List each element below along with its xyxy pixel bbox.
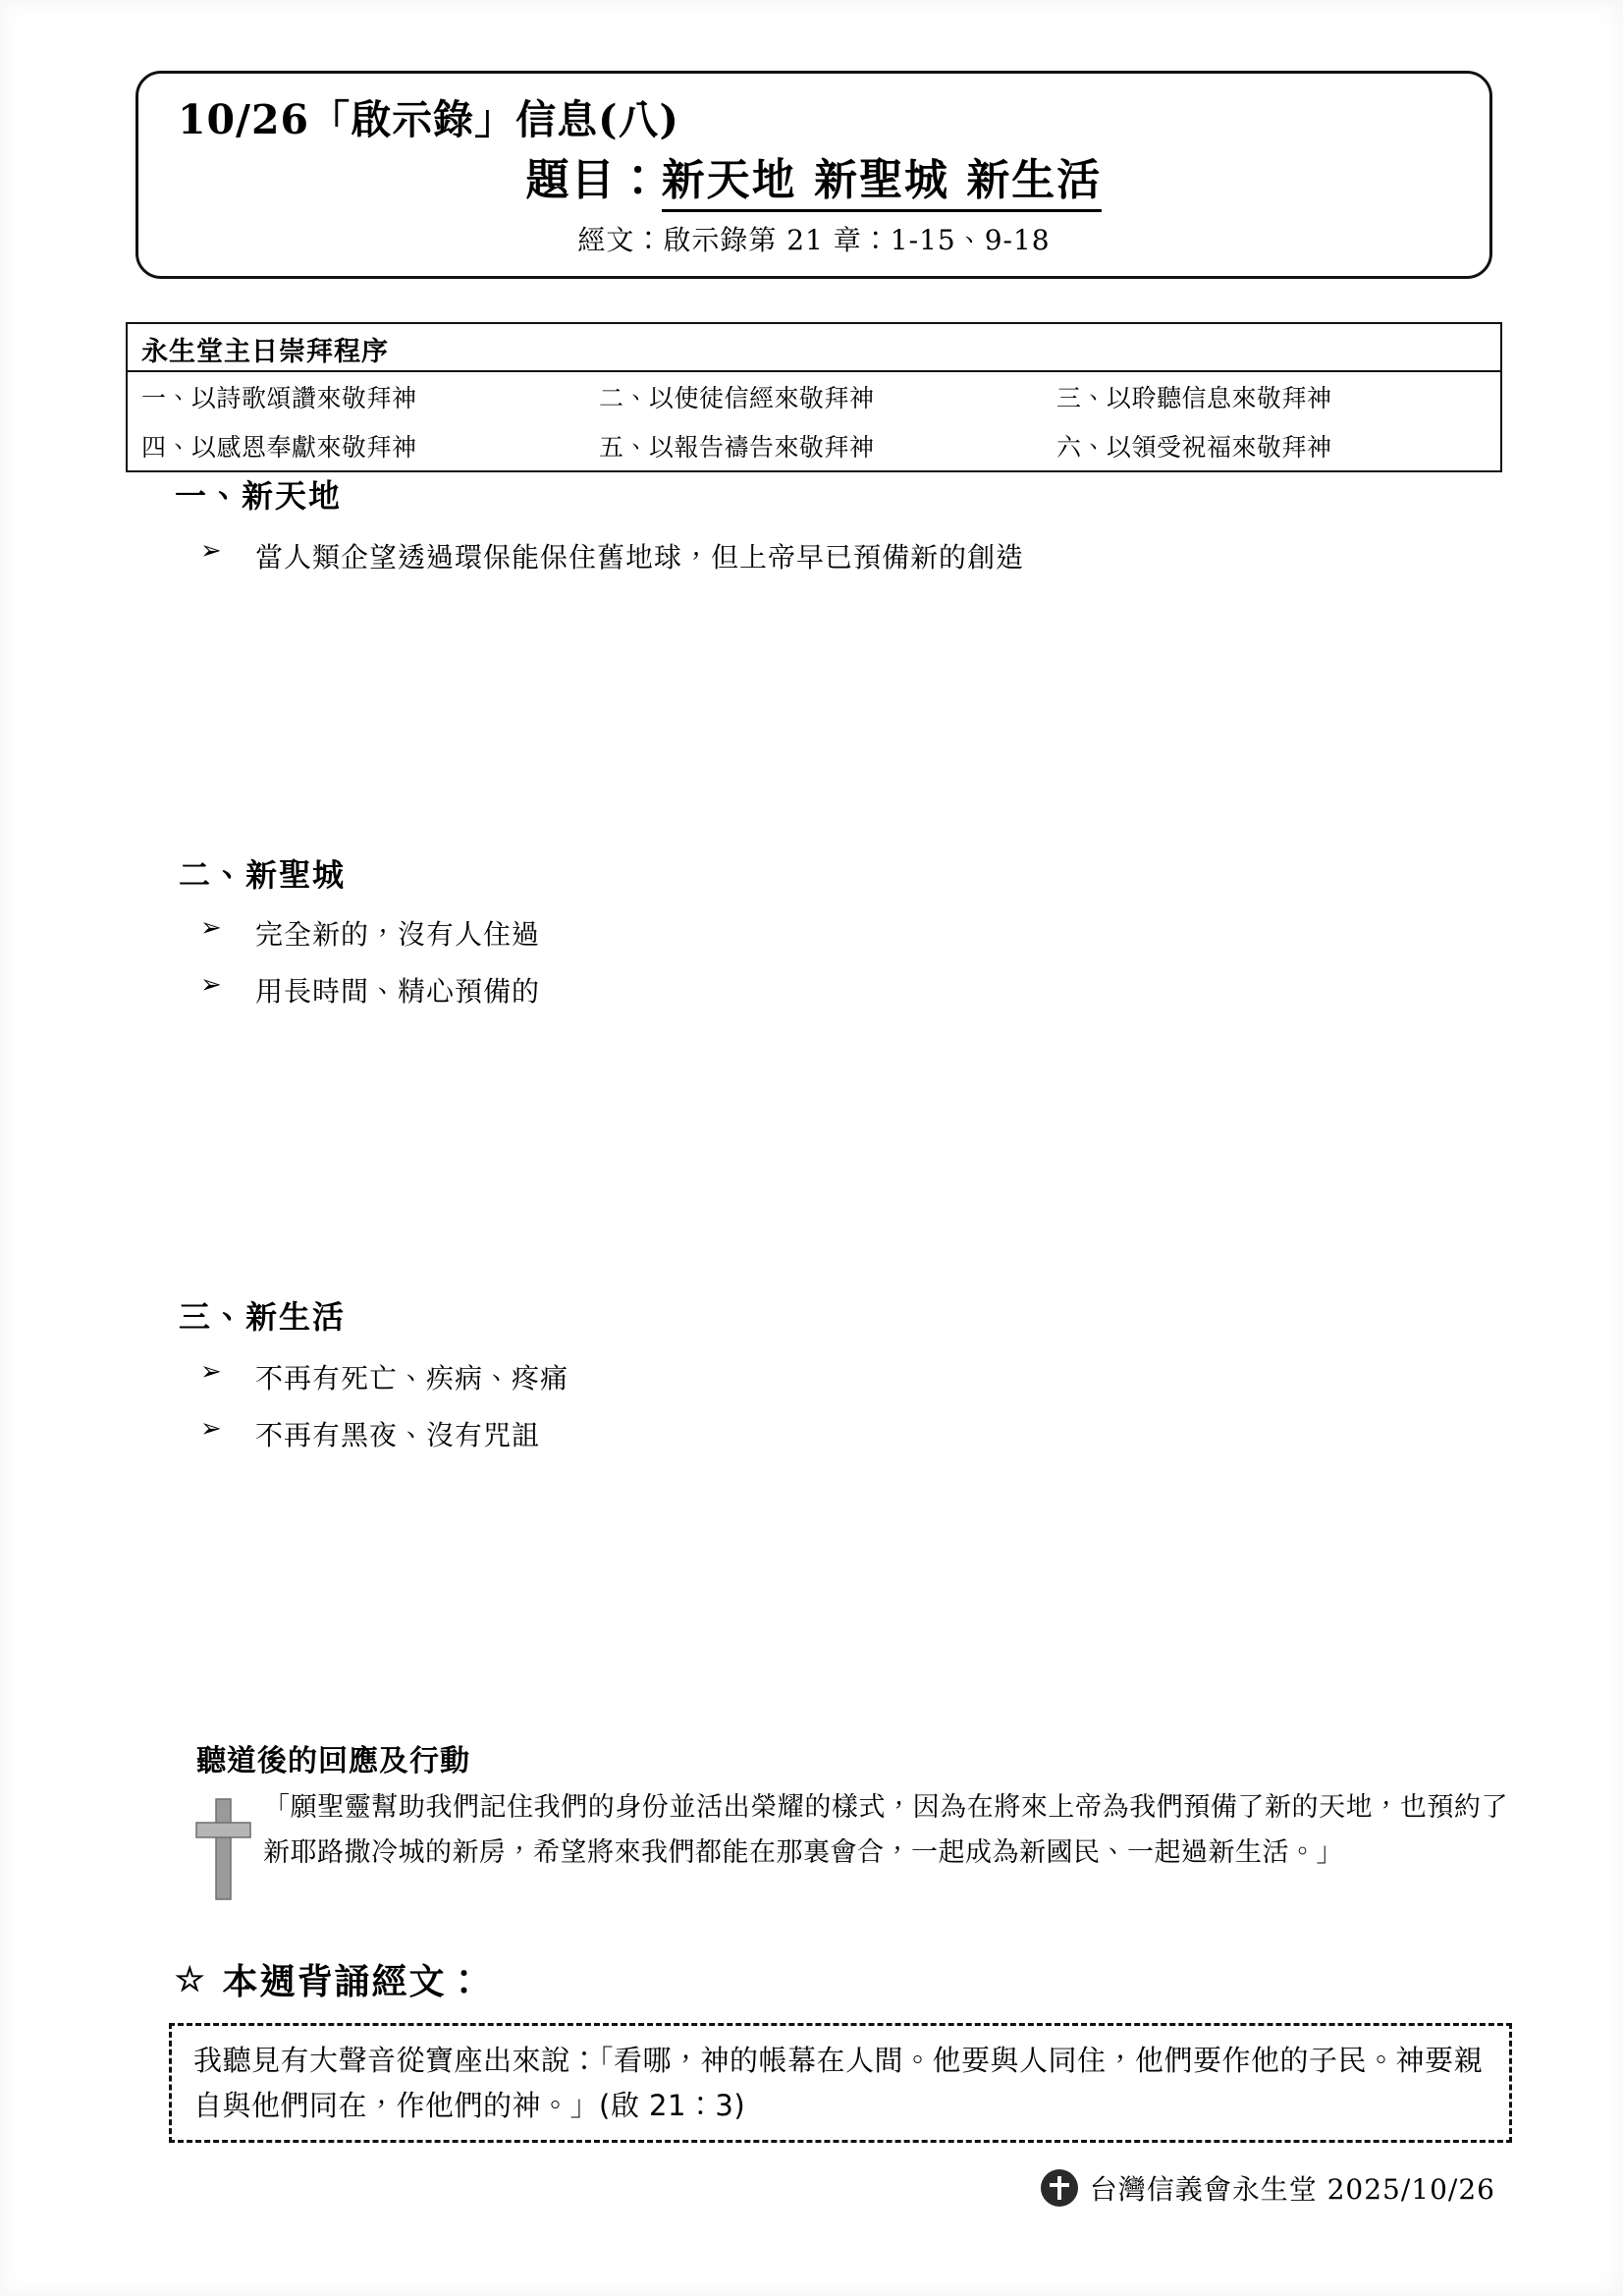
section-1-bullet <box>200 536 1024 575</box>
arrow-bullet-icon: ➢ <box>200 970 223 1000</box>
arrow-bullet-icon: ➢ <box>200 1414 223 1444</box>
section-3-bullet-text: 不再有死亡、疾病、疼痛 <box>255 1362 569 1394</box>
order-of-worship-grid <box>128 372 1500 470</box>
memory-verse-title: 本週背誦經文： <box>222 1961 484 2002</box>
section-3-bullet <box>200 1357 568 1396</box>
section-2-bullet <box>200 913 540 953</box>
order-item: 一、以詩歌頌讚來敬拜神 <box>141 384 417 412</box>
church-logo-icon <box>1041 2169 1078 2207</box>
sermon-topic-prefix: 題目： <box>525 155 662 205</box>
order-item: 四、以感恩奉獻來敬拜神 <box>141 433 417 462</box>
order-item: 五、以報告禱告來敬拜神 <box>599 433 875 462</box>
section-1-bullet-text: 當人類企望透過環保能保住舊地球，但上帝早已預備新的創造 <box>255 541 1025 574</box>
memory-verse-box: 我聽見有大聲音從寶座出來說：「看哪，神的帳幕在人間。他要與人同住，他們要作他的子民。神要親自與他們同在，作他們的神。」(啟 21：3) <box>169 2023 1512 2143</box>
scripture-reference: 經文：啟示錄第 21 章：1-15、9-18 <box>577 224 1051 256</box>
section-3-bullet-text: 不再有黑夜、沒有咒詛 <box>255 1419 541 1451</box>
sermon-topic-line <box>138 144 1489 207</box>
section-heading-2: 二、新聖城 <box>179 856 347 894</box>
order-of-worship-heading: 永生堂主日崇拜程序 <box>128 324 1500 372</box>
order-item: 六、以領受祝福來敬拜神 <box>1056 433 1332 462</box>
sermon-topic-main: 新天地 新聖城 新生活 <box>662 155 1103 212</box>
footer-text: 台灣信義會永生堂 2025/10/26 <box>1089 2173 1495 2206</box>
response-section-text: 「願聖靈幫助我們記住我們的身份並活出榮耀的樣式，因為在將來上帝為我們預備了新的天地，也預約了新耶路撒冷城的新房，希望將來我們都能在那裏會合，一起成為新國民、一起過新生活。」 <box>263 1792 1508 1868</box>
section-2-bullet-text: 用長時間、精心預備的 <box>255 975 541 1008</box>
title-box <box>135 71 1492 279</box>
cross-icon <box>192 1795 253 1903</box>
section-heading-1: 一、新天地 <box>175 477 343 515</box>
section-heading-3: 三、新生活 <box>179 1298 347 1336</box>
section-2-bullet-text: 完全新的，沒有人住過 <box>255 918 541 951</box>
section-3-bullet <box>200 1414 540 1453</box>
arrow-bullet-icon: ➢ <box>200 1357 223 1387</box>
section-2-bullet <box>200 970 540 1010</box>
response-section-title: 聽道後的回應及行動 <box>196 1744 470 1778</box>
footer <box>1041 2168 1495 2208</box>
order-item: 三、以聆聽信息來敬拜神 <box>1056 384 1332 412</box>
sermon-series-title: 10/26「啟示錄」信息(八) <box>178 96 679 143</box>
order-item: 二、以使徒信經來敬拜神 <box>599 384 875 412</box>
star-icon: ☆ <box>175 1959 207 1999</box>
memory-verse-title-row <box>175 1954 484 2004</box>
order-of-worship-box <box>126 322 1502 472</box>
arrow-bullet-icon: ➢ <box>200 536 223 566</box>
arrow-bullet-icon: ➢ <box>200 913 223 943</box>
